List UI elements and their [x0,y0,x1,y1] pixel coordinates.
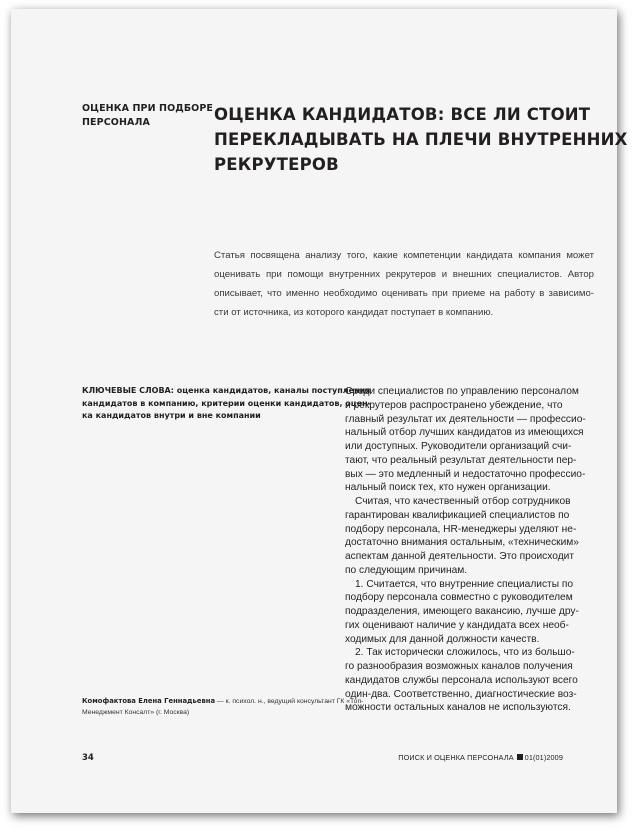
body-line: вых — это медленный и недостаточно профессио- [345,468,586,480]
body-line: подбору персонала совместно с руководителем [345,592,573,604]
body-line: ходимых для данной должности качеств. [345,633,540,645]
body-line: нальный поиск тех, кто нужен организации. [345,482,551,494]
body-line: кандидатов службы персонала используют всего [345,674,578,686]
body-line: 2. Так исторически сложилось, что из большо- [355,647,575,659]
journal-name: ПОИСК И ОЦЕНКА ПЕРСОНАЛА [398,753,514,762]
author-note [82,696,364,718]
keywords-line: кандидатов в компанию, критерии оценки кандидатов, оцен- [82,398,371,408]
body-line: аспектам данной деятельности. Это происходит [345,551,574,562]
article-title [214,102,628,177]
article-body [345,385,593,715]
journal-issue: 01(01)2009 [524,753,563,762]
abstract-line: оценивать при помощи внутренних рекрутеров и внешних специалистов. Автор [214,269,594,280]
body-line: тают, что реальный результат деятельности пер- [345,454,577,466]
body-line: го разнообразия возможных каналов получения [345,661,573,672]
square-separator-icon [517,754,523,760]
body-line: по следующим причинам. [345,564,468,576]
body-line: достаточно внимания остальным, «техническим» [345,537,579,549]
body-line: гих оценивают наличие у кандидата всех необ- [345,619,569,631]
body-line: Считая, что качественный отбор сотрудников [355,496,571,507]
title-line: РЕКРУТЕРОВ [214,155,339,174]
body-line: главный результат их деятельности — профессио- [345,413,586,425]
article-abstract [214,246,594,322]
keywords-line: ка кандидатов внутри и вне компании [82,411,261,420]
body-line: 1. Считается, что внутренние специалисты по [355,578,574,590]
author-name: Комофактова Елена Геннадьевна [82,697,216,705]
section-rubric [82,102,213,130]
journal-page [11,9,628,813]
page-number: 34 [82,753,94,763]
body-line: Среди специалистов по управлению персоналом [345,386,579,397]
journal-footer [398,753,563,762]
title-line: ПЕРЕКЛАДЫВАТЬ НА ПЛЕЧИ ВНУТРЕННИХ [214,130,628,149]
body-line: подразделения, имеющего вакансию, лучше дру- [345,606,579,617]
body-line: или доступных. Руководители организаций счи- [345,441,572,452]
body-line: нальный отбор лучших кандидатов из имеющихся [345,427,584,439]
body-line: гарантирован квалификацией специалистов по [345,509,570,521]
author-affiliation: Менеджмент Консалт» (г. Москва) [82,709,190,716]
body-line: подбору персонала, HR-менеджеры уделяют не- [345,523,577,535]
title-line: ОЦЕНКА КАНДИДАТОВ: ВСЕ ЛИ СТОИТ [214,105,591,124]
keywords-line: КЛЮЧЕВЫЕ СЛОВА: оценка кандидатов, каналы поступления [82,386,371,395]
body-line: один-два. Соответственно, диагностические воз- [345,688,577,700]
abstract-line: Статья посвящена анализу того, какие компетенции кандидата компания может [214,250,594,261]
rubric-line: ОЦЕНКА ПРИ ПОДБОРЕ [82,103,213,114]
rubric-line: ПЕРСОНАЛА [82,117,150,128]
body-line: и рекрутеров распространено убеждение, что [345,399,563,411]
author-credentials: — к. психол. н., ведущий консультант ГК «Топ- [215,698,364,705]
abstract-line: описывает, что именно необходимо оценивать при приеме на работу в зависимо- [214,288,594,299]
keywords-block [82,385,371,423]
abstract-line: сти от источника, из которого кандидат поступает в компанию. [214,307,494,318]
author-line [82,696,364,707]
body-line: можности остальных каналов не используются. [345,702,571,714]
